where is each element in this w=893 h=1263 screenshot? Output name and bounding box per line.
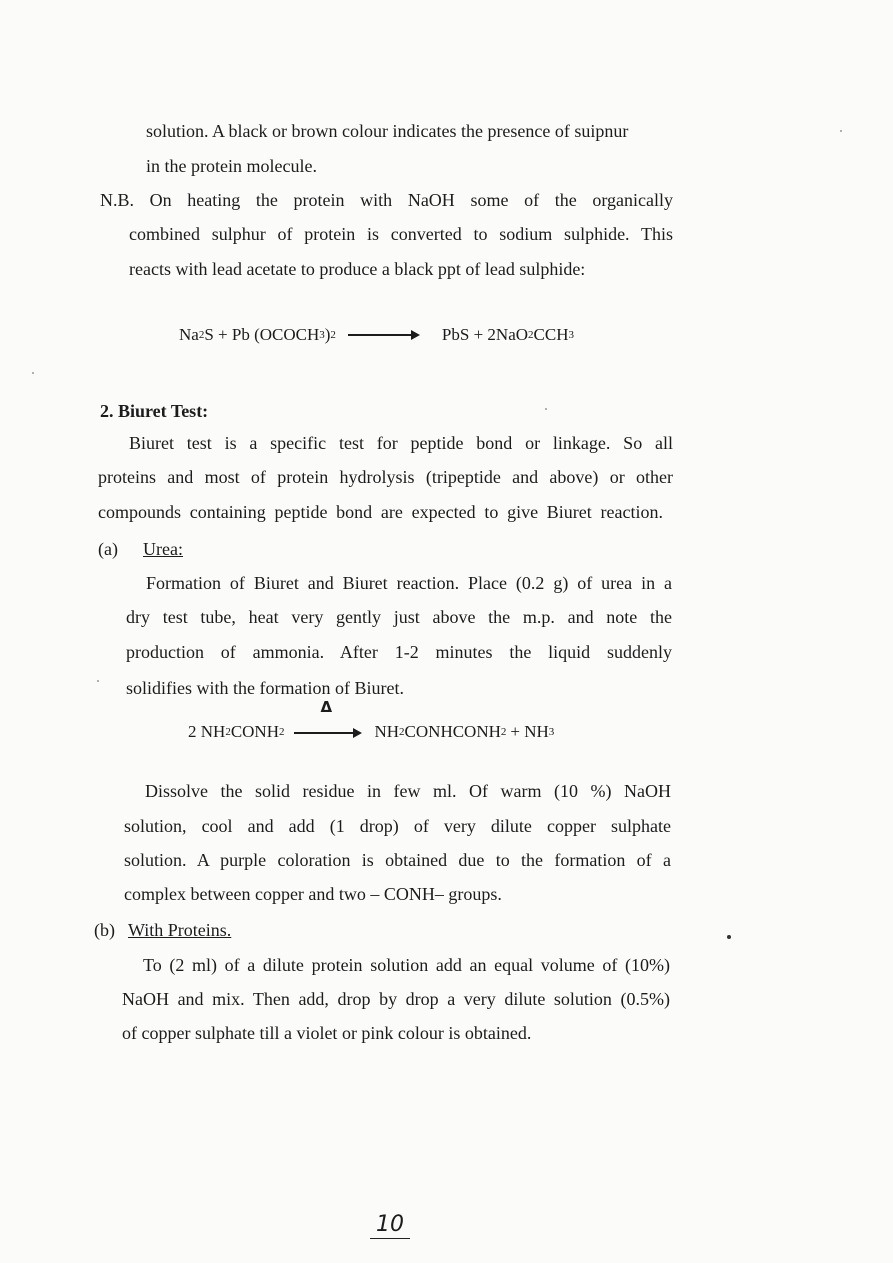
biuret-heading: 2. Biuret Test: [100, 401, 209, 421]
equation-biuret: 2 NH 2 CONH 2 Δ NH 2 CONHCONH 2 + NH 3 [188, 698, 555, 741]
dissolve-line-3: solution. A purple coloration is obtained due to the formation of a [124, 850, 671, 870]
equation-lead-sulphide: Na 2 S + Pb (OCOCH 3 ) 2 PbS + 2NaO 2 CCH 3 [179, 325, 574, 344]
scan-speck [727, 935, 731, 939]
intro-line-2: in the protein molecule. [146, 156, 317, 176]
biuret-line-1: Biuret test is a specific test for peptide bond or linkage. So all [129, 433, 673, 453]
nb-line-2: combined sulphur of protein is converted to sodium sulphide. This [129, 224, 673, 244]
nb-line-3: reacts with lead acetate to produce a black ppt of lead sulphide: [129, 259, 586, 279]
proteins-line-1: To (2 ml) of a dilute protein solution add an equal volume of (10%) [143, 955, 670, 975]
proteins-title: With Proteins. [128, 920, 232, 940]
scan-speck [97, 680, 99, 682]
reaction-arrow-icon [294, 732, 360, 734]
scan-speck [840, 130, 842, 132]
proteins-line-3: of copper sulphate till a violet or pink colour is obtained. [122, 1023, 532, 1043]
proteins-line-2: NaOH and mix. Then add, drop by drop a very dilute solution (0.5%) [122, 989, 670, 1009]
biuret-line-3: compounds containing peptide bond are expected to give Biuret reaction. [98, 502, 663, 522]
intro-line-1: solution. A black or brown colour indicates the presence of suipnur [146, 121, 629, 141]
dissolve-line-2: solution, cool and add (1 drop) of very dilute copper sulphate [124, 816, 671, 836]
urea-title: Urea: [143, 539, 183, 559]
scan-speck [32, 372, 34, 374]
scan-speck [545, 408, 547, 410]
urea-line-1: Formation of Biuret and Biuret reaction. Place (0.2 g) of urea in a [146, 573, 672, 593]
urea-label: (a) [98, 539, 118, 559]
page-number: 10 [370, 1212, 410, 1239]
dissolve-line-4: complex between copper and two – CONH– groups. [124, 884, 502, 904]
urea-line-4: solidifies with the formation of Biuret. [126, 678, 404, 698]
dissolve-line-1: Dissolve the solid residue in few ml. Of warm (10 %) NaOH [145, 781, 671, 801]
biuret-line-2: proteins and most of protein hydrolysis (tripeptide and above) or other [98, 467, 673, 487]
urea-line-2: dry test tube, heat very gently just above the m.p. and note the [126, 607, 672, 627]
reaction-arrow-icon [348, 334, 418, 336]
heat-symbol-icon: Δ [320, 698, 333, 716]
proteins-label: (b) [94, 920, 115, 940]
nb-line-1: N.B. On heating the protein with NaOH some of the organically [100, 190, 673, 210]
urea-line-3: production of ammonia. After 1-2 minutes the liquid suddenly [126, 642, 672, 662]
